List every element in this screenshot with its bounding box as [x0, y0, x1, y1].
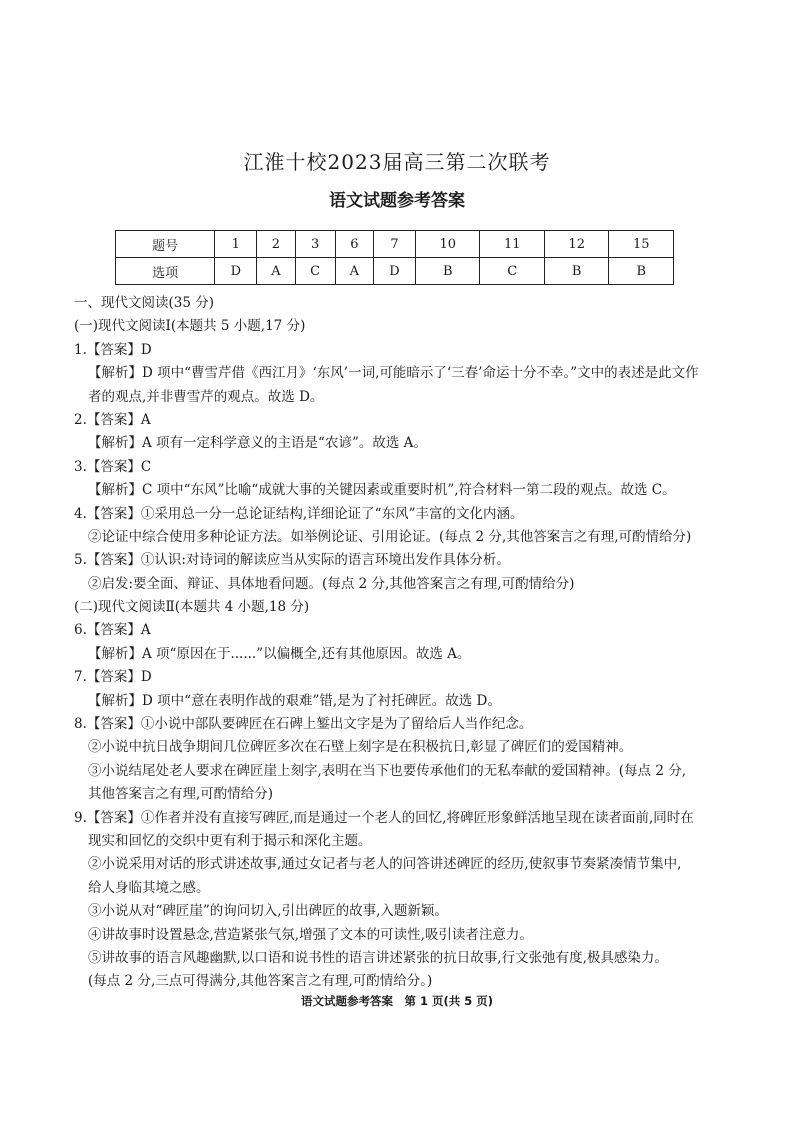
- text-line: ②启发:要全面、辩证、具体地看问题。(每点 2 分,其他答案言之有理,可酌情给分): [88, 575, 575, 592]
- question-number-cell: 6: [335, 231, 373, 258]
- question-number-cell: 2: [257, 231, 295, 258]
- text-line: (一)现代文阅读Ⅰ(本题共 5 小题,17 分): [74, 318, 306, 335]
- answer-cell: B: [544, 258, 608, 285]
- text-line: 【解析】C 项中“东风”比喻“成就大事的关键因素或重要时机”,符合材料一第二段的观点。故选 C。: [88, 482, 676, 499]
- question-number-row: [116, 231, 674, 258]
- text-line: 【解析】A 项“原因在于......”以偏概全,还有其他原因。故选 A。: [88, 645, 471, 662]
- answer-cell: D: [373, 258, 415, 285]
- answer-cell: B: [609, 258, 674, 285]
- answer-row: [116, 258, 674, 285]
- text-line: 9.【答案】①作者并没有直接写碑匠,而是通过一个老人的回忆,将碑匠形象鲜活地呈现在读者面前,同时在: [74, 809, 694, 826]
- text-line: (二)现代文阅读Ⅱ(本题共 4 小题,18 分): [74, 599, 310, 616]
- text-line: 5.【答案】①认识:对诗词的解读应当从实际的语言环境出发作具体分析。: [74, 552, 510, 569]
- text-line: 现实和回忆的交织中更有利于揭示和深化主题。: [88, 832, 372, 849]
- text-line: ④讲故事时设置悬念,营造紧张气氛,增强了文本的可读性,吸引读者注意力。: [88, 926, 533, 943]
- text-line: ②论证中综合使用多种论证方法。如举例论证、引用论证。(每点 2 分,其他答案言之有理,可酌情给分): [88, 528, 692, 545]
- text-line: 【解析】D 项中“意在表明作战的艰难”错,是为了衬托碑匠。故选 D。: [88, 692, 501, 709]
- text-line: 者的观点,并非曹雪芹的观点。故选 D。: [88, 388, 324, 405]
- answer-cell: D: [215, 258, 257, 285]
- text-line: 给人身临其境之感。: [88, 879, 210, 896]
- question-number-cell: 12: [544, 231, 608, 258]
- question-number-cell: 3: [295, 231, 335, 258]
- answer-cell: A: [335, 258, 373, 285]
- question-number-cell: 10: [415, 231, 479, 258]
- document-title: 江淮十校2023届高三第二次联考: [243, 150, 551, 174]
- question-number-cell: 15: [609, 231, 674, 258]
- text-line: 1.【答案】D: [74, 341, 152, 358]
- answer-cell: A: [257, 258, 295, 285]
- answer-body: [74, 292, 739, 994]
- answer-cell: C: [295, 258, 335, 285]
- question-number-cell: 11: [480, 231, 544, 258]
- text-line: 一、现代文阅读(35 分): [74, 295, 215, 311]
- text-line: (每点 2 分,三点可得满分,其他答案言之有理,可酌情给分。): [88, 973, 433, 990]
- text-line: 6.【答案】A: [74, 622, 151, 639]
- page-footer: 语文试题参考答案 第 1 页(共 5 页): [300, 994, 494, 1008]
- text-line: 2.【答案】A: [74, 411, 151, 428]
- answer-table: [115, 230, 674, 285]
- document-subtitle: 语文试题参考答案: [329, 191, 465, 211]
- text-line: ②小说采用对话的形式讲述故事,通过女记者与老人的问答讲述碑匠的经历,使叙事节奏紧凑情节集中,: [88, 856, 682, 873]
- text-line: 3.【答案】C: [74, 458, 152, 475]
- question-number-cell: 7: [373, 231, 415, 258]
- row-header: 选项: [116, 258, 215, 285]
- text-line: 其他答案言之有理,可酌情给分): [88, 786, 274, 803]
- text-line: ⑤讲故事的语言风趣幽默,以口语和说书性的语言讲述紧张的抗日故事,行文张弛有度,极具感染力。: [88, 949, 668, 966]
- text-line: 【解析】D 项中“曹雪芹借《西江月》‘东风’一词,可能暗示了‘三春’命运十分不幸。”文中的表述是此文作: [88, 365, 699, 382]
- text-line: 8.【答案】①小说中部队要碑匠在石碑上錾出文字是为了留给后人当作纪念。: [74, 716, 533, 733]
- text-line: ②小说中抗日战争期间几位碑匠多次在石壁上刻字是在积极抗日,彰显了碑匠们的爱国精神。: [88, 739, 633, 756]
- text-line: ③小说从对“碑匠崖”的询问切入,引出碑匠的故事,入题新颖。: [88, 903, 448, 920]
- text-line: 7.【答案】D: [74, 669, 152, 686]
- question-number-cell: 1: [215, 231, 257, 258]
- text-line: 4.【答案】①采用总一分一总论证结构,详细论证了“东风”丰富的文化内涵。: [74, 505, 524, 522]
- answer-cell: B: [415, 258, 479, 285]
- row-header: 题号: [116, 231, 215, 258]
- text-line: ③小说结尾处老人要求在碑匠崖上刻字,表明在当下也要传承他们的无私奉献的爱国精神。(每点 2 分,: [88, 762, 687, 779]
- text-line: 【解析】A 项有一定科学意义的主语是“农谚”。故选 A。: [88, 435, 427, 452]
- answer-cell: C: [480, 258, 544, 285]
